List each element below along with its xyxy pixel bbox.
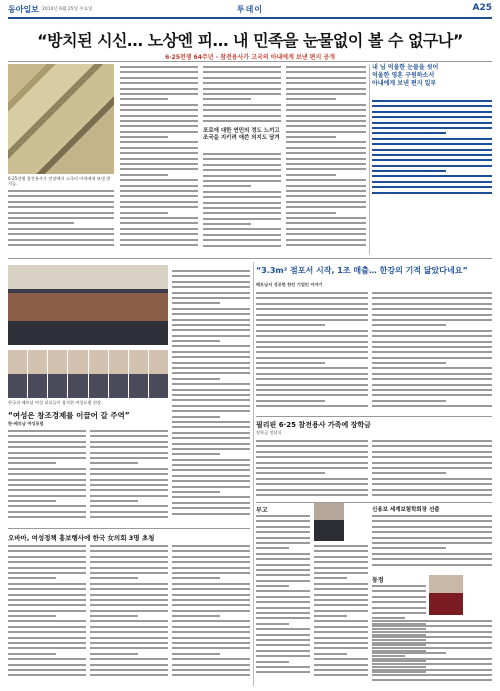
news-briefs-body-2 [372, 620, 492, 685]
lead-body-column-0 [8, 190, 114, 252]
obituary-title: 부고 [256, 507, 268, 514]
forum-body-column-3 [172, 270, 250, 522]
election-body [372, 515, 492, 570]
forum-photo-caption: 한국과 베트남 여성 리더들이 참석한 여성포럼 현장. [8, 400, 103, 405]
sidebar-quote-3: 아내에게 보낸 편지 일부 [372, 80, 437, 87]
scholarship-body-column-1 [256, 440, 368, 500]
news-briefs-portrait [429, 575, 463, 615]
business-headline: “3.3m² 점포서 시작, 1조 매출… 한강의 기적 닮았다네요” [256, 266, 468, 275]
business-body-column-2 [372, 292, 492, 412]
lead-headline: “방치된 시신… 노상엔 피… 내 민족을 눈물없이 볼 수 없구나” [37, 31, 463, 50]
issue-date: 2014년 6월 25일 수요일 [42, 7, 93, 12]
business-kicker: 베트남서 성공한 한인 기업인 이야기 [256, 282, 323, 287]
lead-body-column-2a [203, 66, 281, 126]
obama-body-column-1 [8, 545, 86, 685]
lead-subhead: 6·25전쟁 64주년 - 참전용사가 고국의 아내에게 보낸 편지 공개 [165, 54, 335, 61]
sidebar-body [372, 100, 492, 252]
sidebar-divider [369, 64, 370, 254]
section-rule-4 [8, 528, 250, 529]
subhead-rule [8, 61, 492, 62]
forum-group-photo [8, 265, 168, 345]
election-title: 신용보 세계보험학회장 선출 [372, 507, 440, 513]
obama-body-column-3 [172, 545, 250, 685]
masthead [8, 3, 492, 17]
scholarship-kicker: 장학금 전달식 [256, 430, 282, 435]
scholarship-body-column-2 [372, 440, 492, 500]
lead-body-column-2b [203, 153, 281, 252]
masthead-rule [8, 17, 492, 19]
news-briefs-title: 동정 [372, 577, 384, 584]
column-divider [253, 262, 254, 686]
section-rule-3 [256, 502, 492, 503]
obituary-body [256, 515, 310, 685]
newspaper-logo: 동아일보 [8, 4, 39, 14]
forum-participant-photos [8, 350, 168, 398]
sidebar-quote-1: 내 님 억울한 눈물을 씻어 [372, 64, 439, 71]
obama-headline: 오바마, 여성정책 홍보행사에 한국 女의회 3명 초청 [8, 534, 155, 542]
forum-body-column-1 [8, 430, 86, 522]
mid-kicker: 포로에 대한 연민의 정도 느끼고 조국을 지키려 애쓴 의지도 담겨 [203, 128, 280, 141]
lead-body-column-1 [120, 66, 198, 252]
page-number: A25 [472, 3, 492, 13]
forum-headline: “여성은 창조경제를 이끌어 갈 주역” [8, 411, 130, 420]
obituary-portrait [314, 503, 344, 541]
lead-body-column-3 [286, 66, 366, 252]
forum-body-column-2 [90, 430, 168, 522]
section-rule-1 [8, 258, 492, 259]
business-body-column-1 [256, 292, 368, 412]
obituary-body-2 [314, 545, 368, 685]
section-rule-2 [256, 416, 492, 417]
letters-photo [8, 64, 114, 174]
obama-body-column-2 [90, 545, 168, 685]
sidebar-quotes [372, 64, 492, 88]
sidebar-quote-2: 억울한 영혼 구원하소서 [372, 72, 435, 79]
lead-photo-caption: 6·25전쟁 참전용사가 전장에서 고국의 아내에게 보낸 편지들. [8, 176, 111, 187]
section-name: 투데이 [236, 5, 264, 14]
scholarship-headline: 필리핀 6·25 참전용사 가족에 장학금 [256, 421, 371, 429]
forum-byline: 한-베트남 여성포럼 [8, 421, 44, 426]
